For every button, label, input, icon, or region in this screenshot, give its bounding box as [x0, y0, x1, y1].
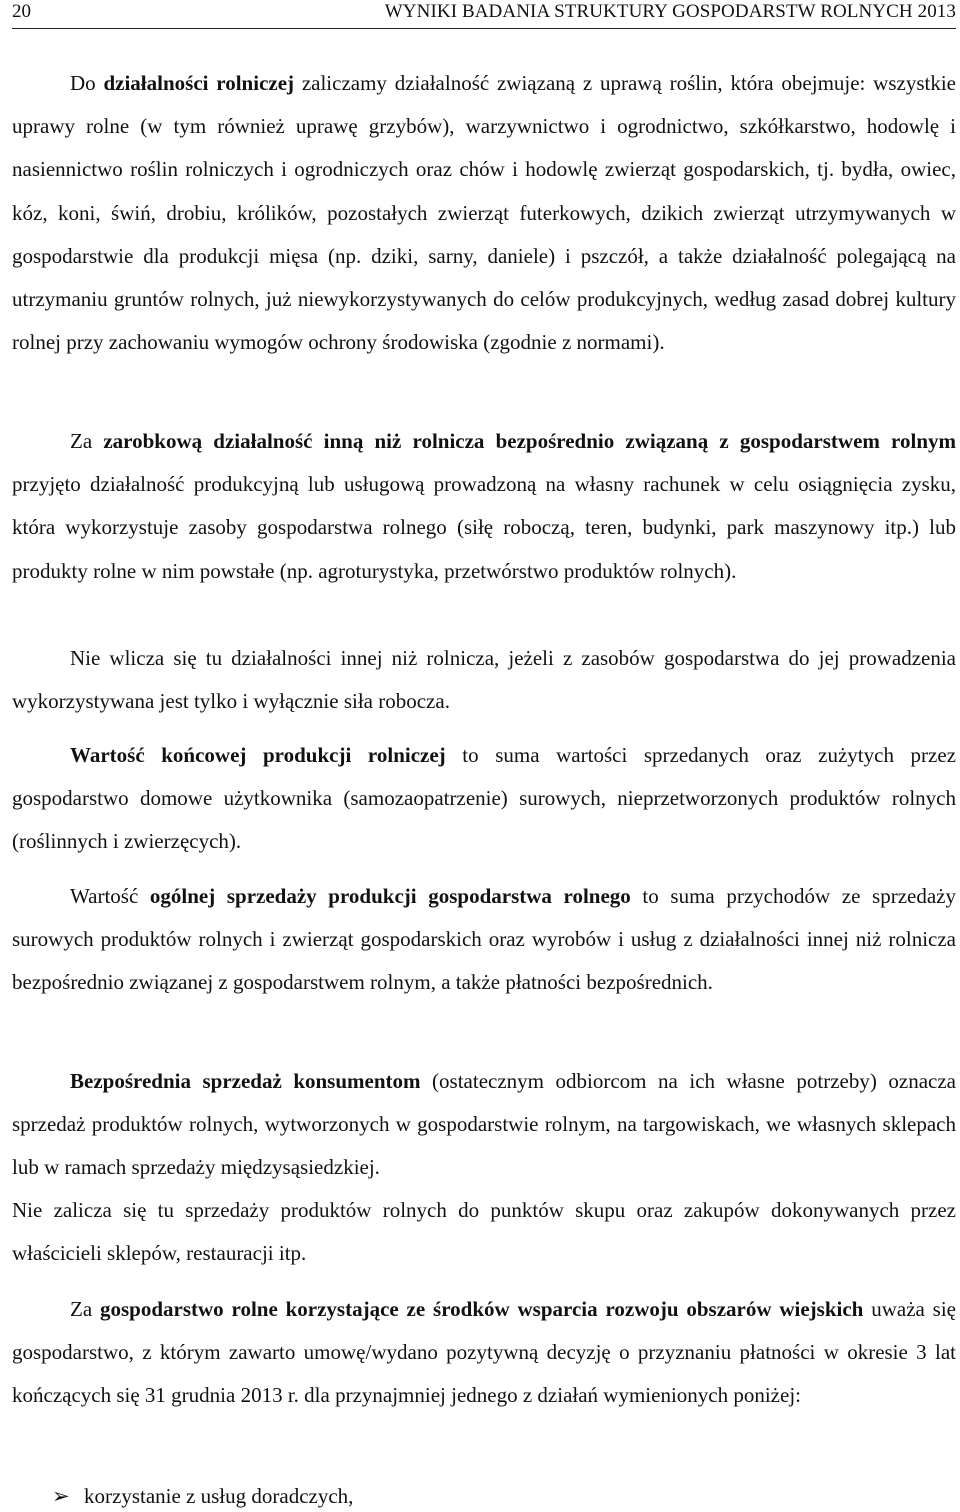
paragraph-nie-wlicza [12, 637, 956, 723]
paragraph-text: Za [70, 1297, 100, 1321]
paragraph-bezposrednia-sprzedaz [12, 1060, 956, 1190]
bold-term: zarobkową działalność inną niż rolnicza bezpośrednio związaną z gospodarstwem rolnym [103, 429, 956, 453]
paragraph-text: uważa się gospodarstwo, z którym zawarto umowę/wydano pozytywną decyzję o przyznaniu płatności w okresie 3 lat kończących się 31 grudnia 2013 r. dla przynajmniej jednego z działań wymienionych poniżej: [12, 1297, 956, 1408]
paragraph-text: zaliczamy działalność związaną z uprawą roślin, która obejmuje: wszystkie uprawy rolne (w tym również uprawę grzybów), warzywnictwo i ogrodnictwo, szkółkarstwo, hodowlę i nasiennictwo roślin rolniczych i ogrodniczych oraz chów i hodowlę zwierząt gospodarskich, tj. bydła, owiec, kóz, koni, świń, drobiu, królików, pozostałych zwierząt futerkowych, dzikich zwierząt utrzymywanych w gospodarstwie dla produkcji mięsa (np. dziki, sarny, daniele) i pszczół, a także działalność polegającą na utrzymaniu gruntów rolnych, już niewykorzystywanych do celów produkcyjnych, według zasad dobrej kultury rolnej przy zachowaniu wymogów ochrony środowiska (zgodnie z normami). [12, 71, 957, 355]
paragraph-wartosc-koncowej-produkcji [12, 734, 956, 864]
paragraph-text: to suma wartości sprzedanych oraz zużytych przez gospodarstwo domowe użytkownika (samozaopatrzenie) surowych, nieprzetworzonych produktów rolnych (roślinnych i zwierzęcych). [12, 743, 957, 854]
paragraph-nie-zalicza [12, 1189, 956, 1275]
bold-term: ogólnej sprzedaży produkcji gospodarstwa rolnego [149, 884, 631, 908]
paragraph-gospodarstwo-wsparcie [12, 1288, 956, 1418]
paragraph-dzialalnosc-rolnicza [12, 62, 956, 364]
paragraph-text: Nie zalicza się tu sprzedaży produktów rolnych do punktów skupu oraz zakupów dokonywanych przez właścicieli sklepów, restauracji itp. [12, 1198, 956, 1266]
page-number: 20 [12, 1, 31, 22]
paragraph-text: Za [70, 429, 104, 453]
running-header [12, 0, 956, 29]
bold-term: działalności rolniczej [103, 71, 295, 95]
paragraph-text: to suma przychodów ze sprzedaży surowych produktów rolnych i zwierząt gospodarskich oraz wyrobów i usług z działalności innej niż rolnicza bezpośrednio związanej z gospodarstwem rolnym, a także płatności bezpośrednich. [12, 884, 956, 995]
paragraph-dzialalnosc-zarobkowa [12, 420, 956, 593]
paragraph-text: Nie wlicza się tu działalności innej niż rolnicza, jeżeli z zasobów gospodarstwa do jej prowadzenia wykorzystywana jest tylko i wyłącznie siła robocza. [12, 646, 956, 714]
bullet-text: korzystanie z usług doradczych, [84, 1484, 354, 1508]
bold-term: gospodarstwo rolne korzystające ze środków wsparcia rozwoju obszarów wiejskich [99, 1297, 864, 1321]
running-title: WYNIKI BADANIA STRUKTURY GOSPODARSTW ROLNYCH 2013 [384, 1, 956, 22]
bold-term: Wartość końcowej produkcji rolniczej [70, 743, 446, 767]
paragraph-text: (ostatecznym odbiorcom na ich własne potrzeby) oznacza sprzedaż produktów rolnych, wytworzonych w gospodarstwie rolnym, na targowiskach, we własnych sklepach lub w ramach sprzedaży międzysąsiedzkiej. [12, 1069, 956, 1180]
arrow-bullet-icon: ➢ [52, 1484, 70, 1508]
paragraph-text: przyjęto działalność produkcyjną lub usługową prowadzoną na własny rachunek w celu osiągnięcia zysku, która wykorzystuje zasoby gospodarstwa rolnego (siłę roboczą, teren, budynki, park maszynowy itp.) lub produkty rolne w nim powstałe (np. agroturystyka, przetwórstwo produktów rolnych). [12, 472, 956, 583]
paragraph-text: Wartość [70, 884, 150, 908]
paragraph-wartosc-ogolnej-sprzedazy [12, 875, 956, 1005]
paragraph-text: Do [70, 71, 104, 95]
bold-term: Bezpośrednia sprzedaż konsumentom [70, 1069, 421, 1093]
